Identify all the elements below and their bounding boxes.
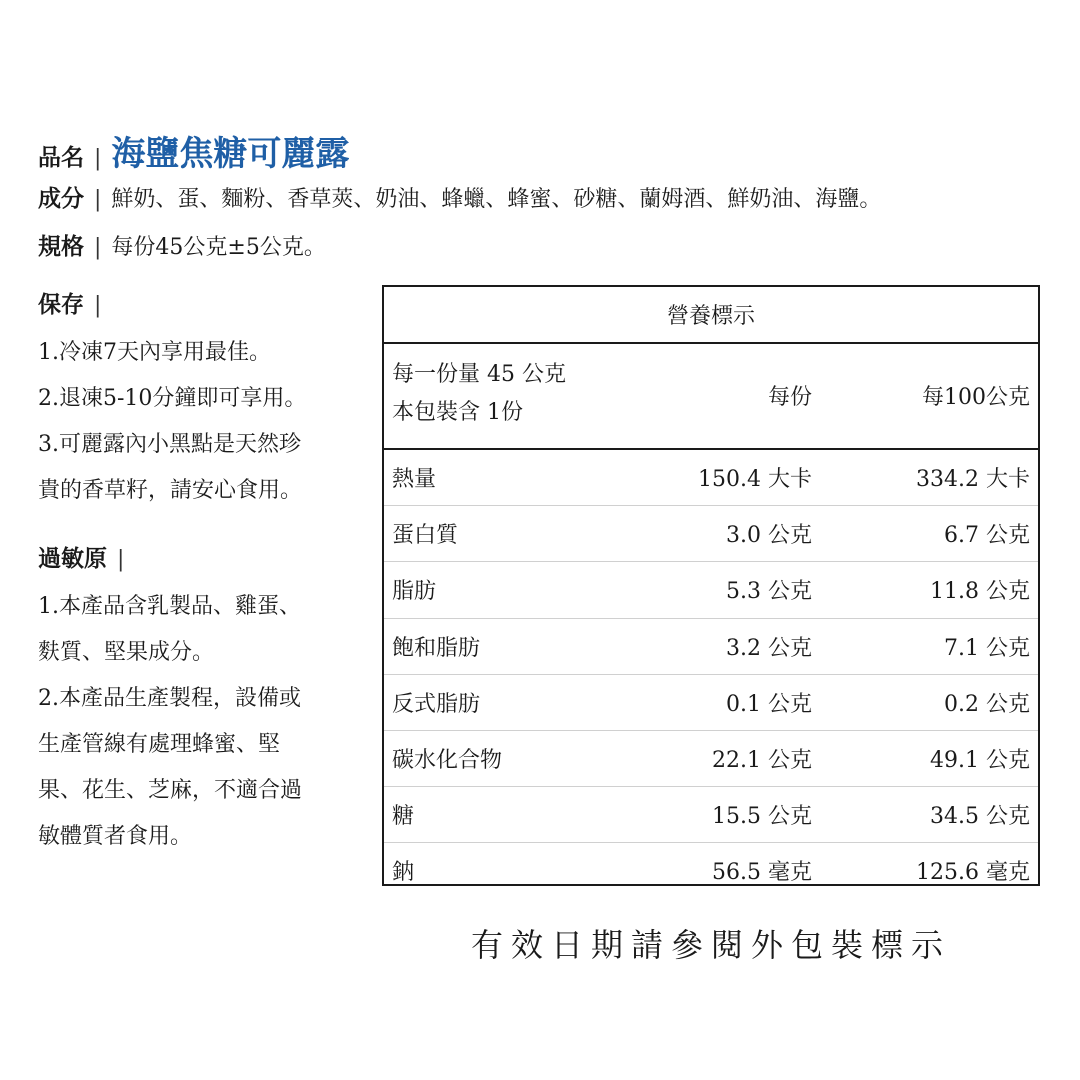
separator: |	[94, 293, 102, 318]
allergen-line: 果、花生、芝麻，不適合過	[38, 778, 303, 803]
per-100g-value: 6.7 公克	[944, 523, 1030, 549]
per-serving-value: 3.0 公克	[726, 523, 812, 549]
nutrition-header	[384, 344, 1038, 450]
nutrition-row	[384, 618, 1038, 674]
spec-label: 規格	[38, 233, 84, 260]
per-100g-value: 125.6 毫克	[916, 860, 1030, 886]
col-per-serving: 每份	[767, 385, 812, 410]
serving-size: 每一份量 45 公克	[392, 362, 566, 387]
product-name: 海鹽焦糖可麗露	[111, 134, 350, 174]
per-100g-value: 7.1 公克	[944, 635, 1030, 661]
per-100g-value: 34.5 公克	[930, 804, 1030, 830]
allergen-label: 過敏原	[38, 545, 107, 572]
nutrient-name: 蛋白質	[392, 523, 459, 549]
allergen-line: 1.本產品含乳製品、雞蛋、	[38, 594, 301, 619]
col-per-100g: 每100公克	[922, 385, 1030, 410]
per-serving-value: 15.5 公克	[712, 804, 812, 830]
storage-line: 3.可麗露內小黑點是天然珍	[38, 432, 301, 457]
nutrient-name: 熱量	[392, 467, 437, 492]
per-100g-value: 334.2 大卡	[916, 467, 1030, 492]
separator: |	[94, 146, 102, 171]
nutrition-table	[382, 285, 1040, 886]
servings-per-package: 本包裝含 1份	[392, 400, 523, 425]
storage-line: 1.冷凍7天內享用最佳。	[38, 340, 271, 365]
separator: |	[94, 235, 102, 260]
allergen-line: 生產管線有處理蜂蜜、堅	[38, 732, 281, 757]
nutrition-rows	[384, 450, 1038, 899]
storage-label: 保存	[38, 291, 84, 318]
info-column	[38, 286, 368, 860]
nutrient-name: 碳水化合物	[392, 747, 503, 773]
product-name-row	[38, 126, 349, 175]
per-serving-value: 0.1 公克	[726, 691, 812, 717]
ingredients-row	[38, 180, 881, 213]
ingredients-value: 鮮奶、蛋、麵粉、香草莢、奶油、蜂蠟、蜂蜜、砂糖、蘭姆酒、鮮奶油、海鹽。	[111, 187, 882, 212]
per-serving-value: 150.4 大卡	[698, 467, 812, 492]
spec-value: 每份45公克±5公克。	[111, 235, 326, 260]
allergen-line: 敏體質者食用。	[38, 824, 193, 849]
nutrient-name: 鈉	[392, 860, 415, 886]
storage-line: 貴的香草籽，請安心食用。	[38, 478, 303, 503]
nutrition-row	[384, 674, 1038, 730]
nutrition-row	[384, 730, 1038, 786]
storage-heading	[38, 286, 368, 330]
nutrient-name: 反式脂肪	[392, 691, 481, 717]
nutrient-name: 糖	[392, 804, 415, 830]
allergen-heading	[38, 540, 368, 584]
nutrition-title: 營養標示	[384, 287, 1038, 344]
product-name-label: 品名	[38, 144, 84, 171]
separator: |	[94, 187, 102, 212]
separator: |	[117, 547, 125, 572]
spec-row	[38, 228, 326, 261]
nutrition-row	[384, 842, 1038, 898]
nutrition-row	[384, 505, 1038, 561]
per-100g-value: 0.2 公克	[944, 691, 1030, 717]
per-serving-value: 22.1 公克	[712, 747, 812, 773]
nutrition-row	[384, 786, 1038, 842]
expiry-notice: 有效日期請參閱外包裝標示	[470, 926, 951, 964]
ingredients-label: 成分	[38, 185, 84, 212]
nutrition-row	[384, 561, 1038, 617]
nutrition-row	[384, 450, 1038, 505]
per-100g-value: 11.8 公克	[930, 579, 1030, 605]
per-serving-value: 5.3 公克	[726, 579, 812, 605]
serving-info	[392, 356, 566, 432]
allergen-line: 2.本產品生產製程，設備或	[38, 686, 301, 711]
nutrient-name: 脂肪	[392, 579, 437, 605]
per-100g-value: 49.1 公克	[930, 747, 1030, 773]
allergen-line: 麩質、堅果成分。	[38, 640, 215, 665]
per-serving-value: 56.5 毫克	[712, 860, 812, 886]
storage-line: 2.退凍5-10分鐘即可享用。	[38, 386, 307, 411]
nutrient-name: 飽和脂肪	[392, 635, 481, 661]
per-serving-value: 3.2 公克	[726, 635, 812, 661]
